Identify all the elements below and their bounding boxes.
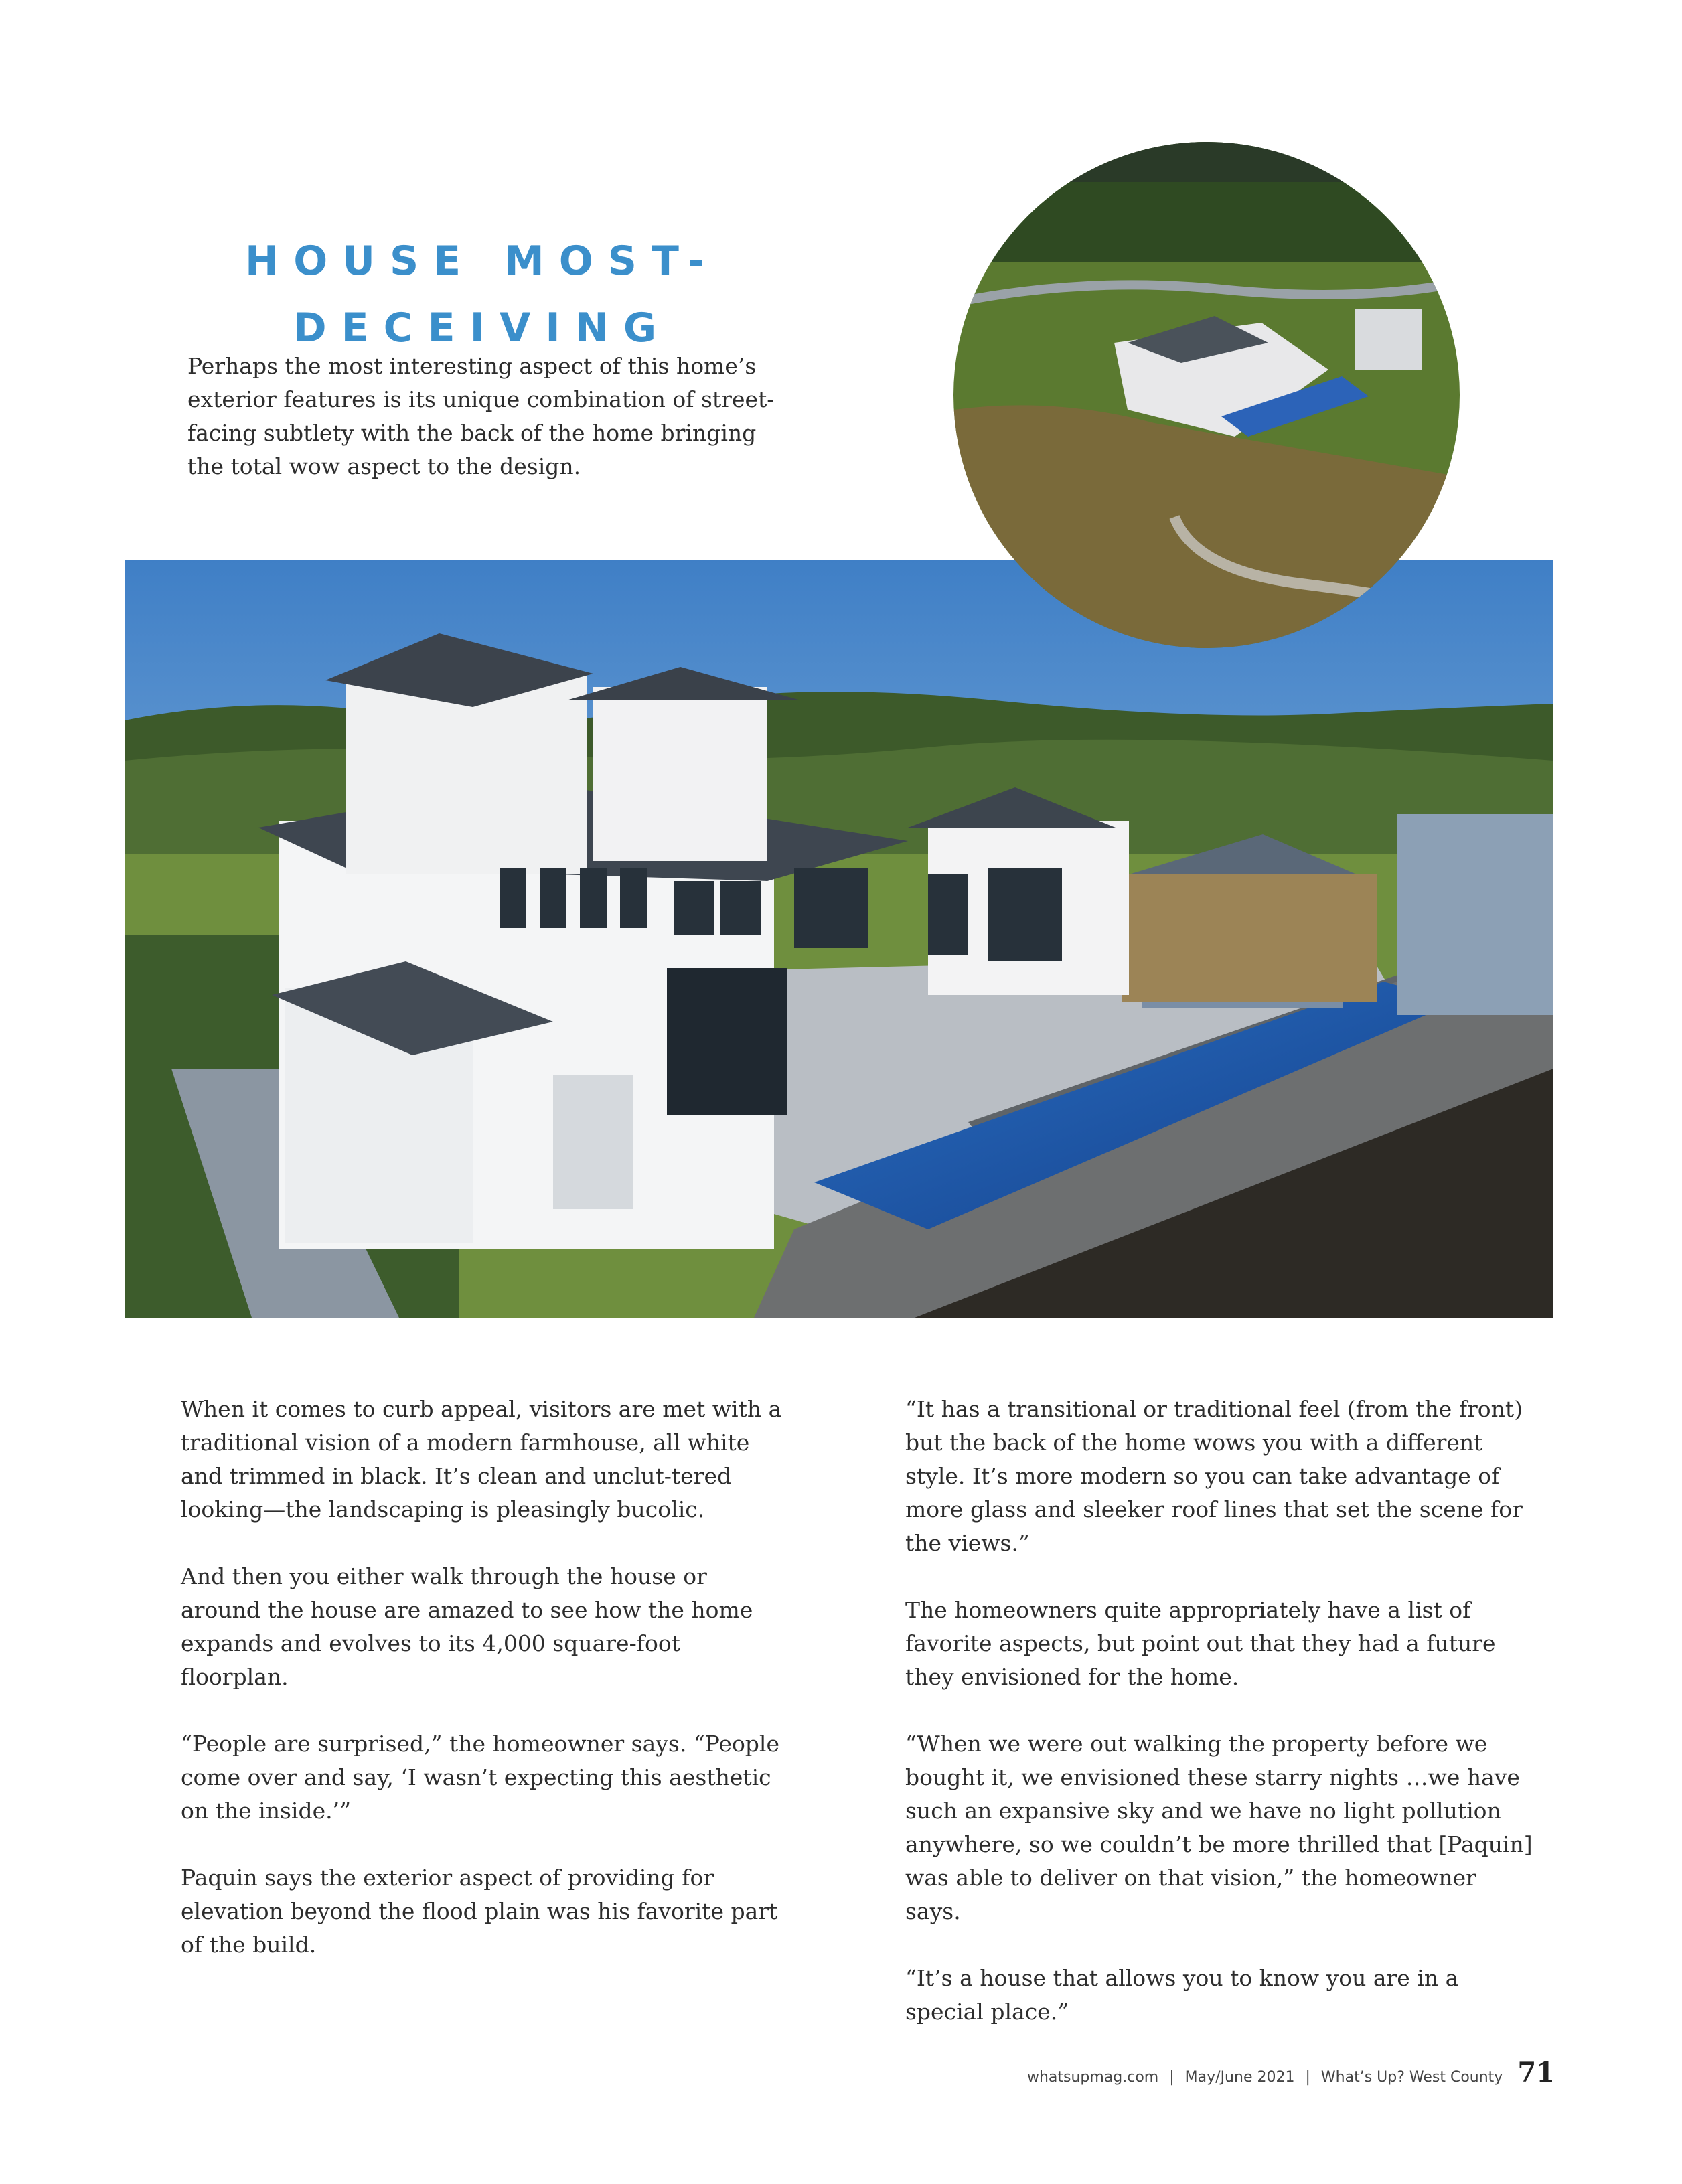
footer-separator-2: | [1305,2069,1310,2086]
headline-line-1: HOUSE MOST- [245,238,719,285]
footer-issue: May/June 2021 [1184,2069,1295,2086]
headline-line-2: DECEIVING [293,305,672,352]
right-paragraph-4: “It’s a house that allows you to know you are in a special place.” [905,1965,1459,2025]
right-column [905,1393,1535,2062]
right-paragraph-3: “When we were out walking the property before we bought it, we envisioned these starry nights …we have such an expansive sky and we have no light pollution anywhere, so we couldn’t be more thrilled that [Paquin] was able to deliver on that vision,” the homeowner says. [905,1731,1533,1924]
footer-site: whatsupmag.com [1026,2069,1159,2086]
intro-paragraph: Perhaps the most interesting aspect of this home’s exterior features is its unique combination of street-facing subtlety with the back of the home bringing the total wow aspect to the design. [187,353,775,479]
footer-separator-1: | [1169,2069,1174,2086]
right-paragraph-1: “It has a transitional or traditional feel (from the front) but the back of the home wows you with a different style. It’s more modern so you can take advantage of more glass and sleeker roof lines that set the scene for the views.” [905,1396,1523,1556]
aerial-property-photo [953,142,1460,648]
left-paragraph-4: Paquin says the exterior aspect of providing for elevation beyond the flood plain was his favorite part of the build. [181,1865,778,1958]
footer-publication: What’s Up? West County [1320,2069,1503,2086]
article-headline [161,228,804,362]
page-footer [1027,2057,1555,2088]
left-paragraph-2: And then you either walk through the house or around the house are amazed to see how the home expands and evolves to its 4,000 square-foot floorplan. [181,1563,753,1690]
left-paragraph-1: When it comes to curb appeal, visitors are met with a traditional vision of a modern farmhouse, all white and trimmed in black. It’s clean and unclut-tered looking—the landscaping is pleasingly bucolic. [181,1396,782,1523]
left-paragraph-3: “People are surprised,” the homeowner says. “People come over and say, ‘I wasn’t expecting this aesthetic on the inside.’” [181,1731,780,1824]
left-column [181,1393,783,1995]
page-number: 71 [1517,2057,1555,2088]
right-paragraph-2: The homeowners quite appropriately have a list of favorite aspects, but point out that they had a future they envisioned for the home. [905,1597,1496,1690]
main-house-photo [125,560,1553,1318]
